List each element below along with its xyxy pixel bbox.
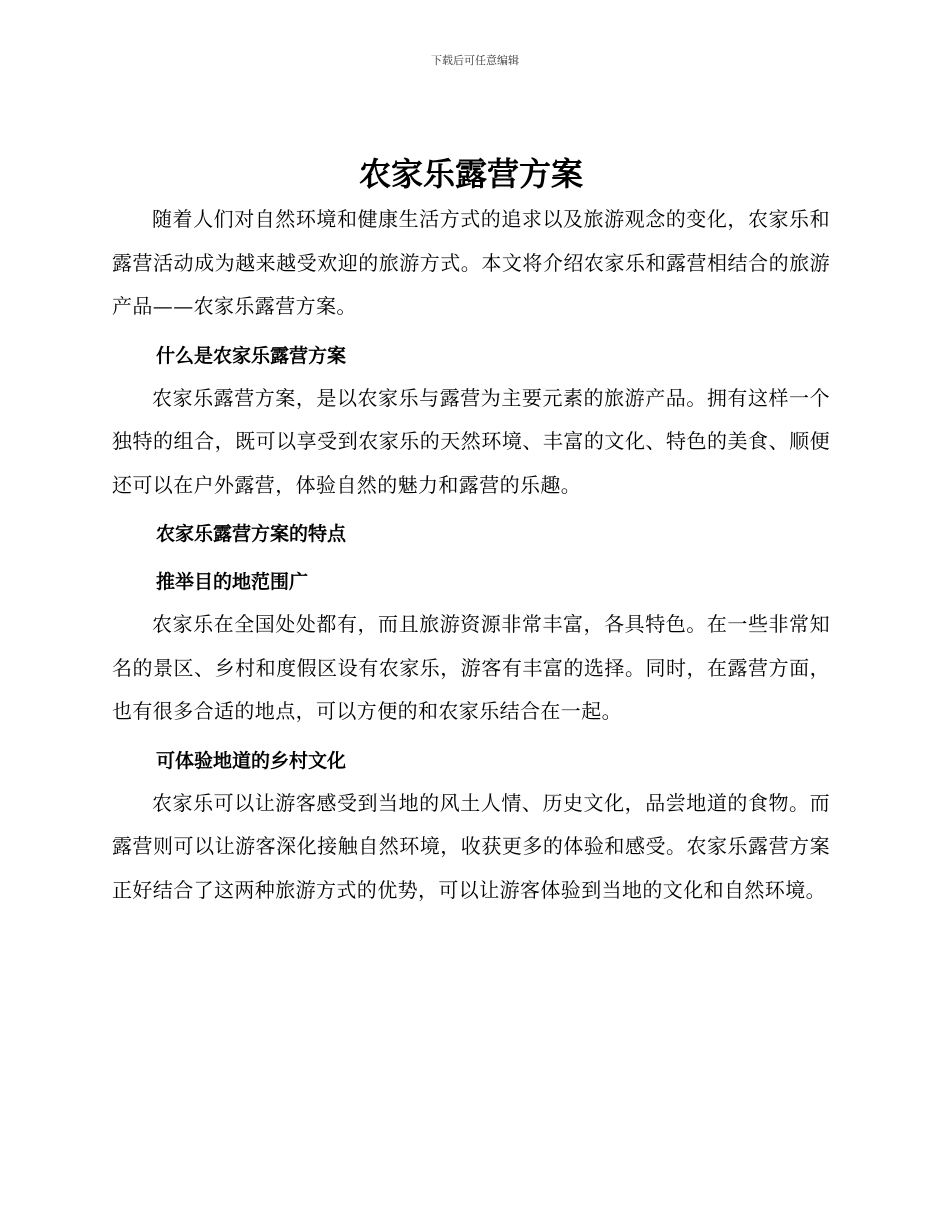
section-paragraph-what-is: 农家乐露营方案，是以农家乐与露营为主要元素的旅游产品。拥有这样一个独特的组合，既可以享受到农家乐的天然环境、丰富的文化、特色的美食、顺便还可以在户外露营，体验自然的魅力和露营的乐趣。 (112, 385, 830, 497)
document-title: 农家乐露营方案 (358, 155, 583, 193)
header-note: 下载后可任意编辑 (431, 54, 519, 67)
section-heading-features: 农家乐露营方案的特点 (156, 523, 347, 545)
section-heading-rural-culture: 可体验地道的乡村文化 (156, 749, 347, 772)
section-paragraph-rural-culture: 农家乐可以让游客感受到当地的风土人情、历史文化，品尝地道的食物。而露营则可以让游客深化接触自然环境，收获更多的体验和感受。农家乐露营方案正好结合了这两种旅游方式的优势，可以让游客体验到当地的文化和自然环境。 (112, 790, 830, 902)
section-heading-wide-destinations: 推举目的地范围广 (156, 571, 309, 593)
document-body (112, 150, 830, 912)
section-paragraph-wide-destinations: 农家乐在全国处处都有，而且旅游资源非常丰富，各具特色。在一些非常知名的景区、乡村和度假区设有农家乐，游客有丰富的选择。同时，在露营方面，也有很多合适的地点，可以方便的和农家乐结合在一起。 (112, 612, 830, 723)
intro-paragraph: 随着人们对自然环境和健康生活方式的追求以及旅游观念的变化，农家乐和露营活动成为越来越受欢迎的旅游方式。本文将介绍农家乐和露营相结合的旅游产品——农家乐露营方案。 (112, 207, 830, 318)
section-heading-what-is: 什么是农家乐露营方案 (156, 344, 347, 367)
